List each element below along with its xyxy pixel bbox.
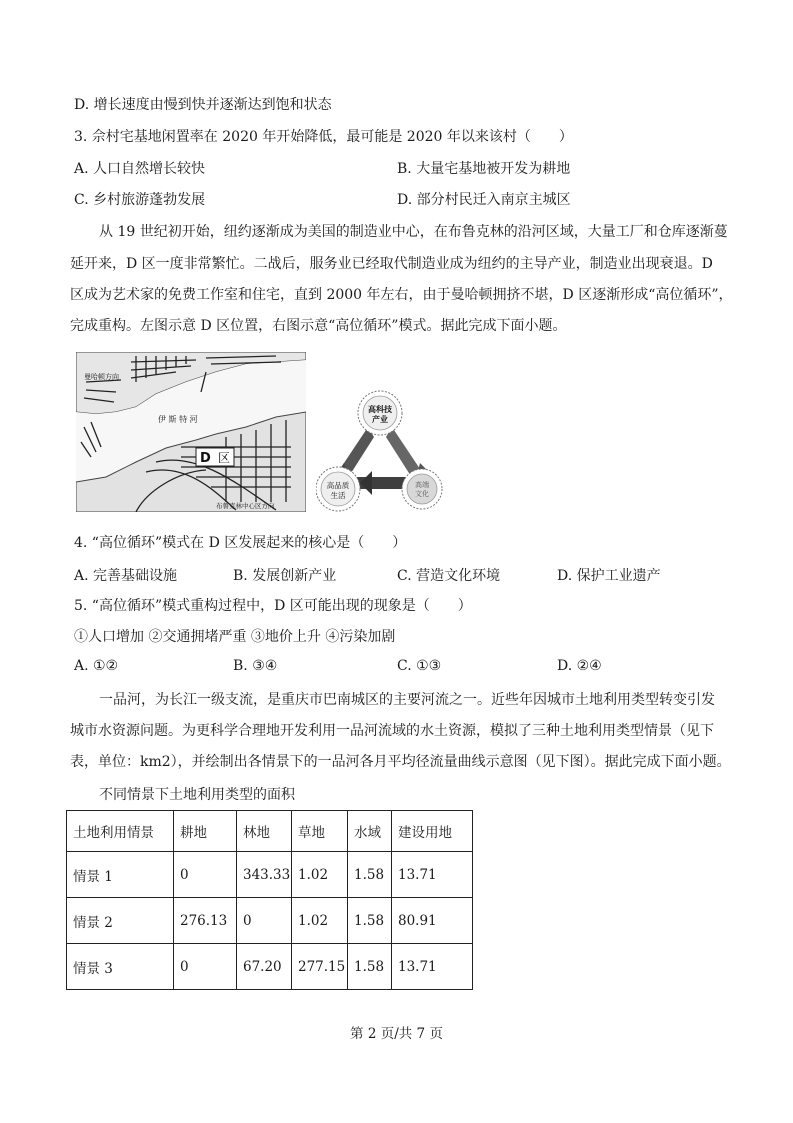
table-cell: 67.20 [237,944,292,990]
d-district-location-map [76,352,306,512]
q5-option-c: C. ①③ [397,658,442,674]
q5-items: ①人口增加 ②交通拥堵严重 ③地价上升 ④污染加剧 [74,629,396,645]
table-header-cell: 土地利用情景 [67,811,174,852]
passage1-line-4: 完成重构。左图示意 D 区位置，右图示意“高位循环”模式。据此完成下面小题。 [70,318,567,334]
q5-option-a: A. ①② [74,658,119,674]
table-cell: 276.13 [174,898,237,944]
table-row [67,898,473,944]
table-cell: 1.58 [348,944,392,990]
table-cell: 13.71 [392,944,473,990]
map-label-brooklyn: 布鲁克林中心区方向 [216,502,275,510]
q3-option-a: A. 人口自然增长较快 [74,161,206,177]
table-cell: 80.91 [392,898,473,944]
q4-option-a: A. 完善基础设施 [74,568,178,584]
map-label-qu: 区 [218,451,231,465]
table-header-row [67,811,473,852]
table-header-cell: 建设用地 [392,811,473,852]
table-row [67,852,473,898]
table-cell: 13.71 [392,852,473,898]
passage2-line-2: 城市水资源问题。为更科学合理地开发利用一品河流域的水土资源，模拟了三种土地利用类型情景（见下 [70,723,714,739]
table-cell: 1.58 [348,898,392,944]
table-header-cell: 水域 [348,811,392,852]
cycle-top-line1: 高科技 [368,405,392,414]
passage1-line-2: 延开来，D 区一度非常繁忙。二战后，服务业已经取代制造业成为纽约的主导产业，制造业出现衰退。D [70,256,713,272]
table-row [67,944,473,990]
land-use-table [66,810,473,990]
table-header-cell: 草地 [292,811,348,852]
table-cell: 277.15 [292,944,348,990]
q5-stem: 5. “高位循环”模式重构过程中，D 区可能出现的现象是（ ） [74,598,472,614]
table-cell: 1.02 [292,852,348,898]
q3-stem: 3. 佘村宅基地闲置率在 2020 年开始降低，最可能是 2020 年以来该村（ ） [74,129,573,145]
passage2-line-3: 表，单位：km2），并绘制出各情景下的一品河各月平均径流量曲线示意图（见下图）。据此完成下面小题。 [70,754,731,770]
table-header-cell: 耕地 [174,811,237,852]
q5-option-d: D. ②④ [557,658,602,674]
table-cell: 0 [174,944,237,990]
passage1-line-3: 区成为艺术家的免费工作室和住宅，直到 2000 年左右，由于曼哈顿拥挤不堪，D 区逐渐形成“高位循环”， [70,287,733,303]
q3-option-d: D. 部分村民迁入南京主城区 [397,192,571,208]
table-cell: 0 [237,898,292,944]
q3-option-b: B. 大量宅基地被开发为耕地 [397,161,571,177]
q4-option-c: C. 营造文化环境 [397,568,501,584]
table-cell: 343.33 [237,852,292,898]
cycle-right-line1: 高端 [415,481,429,489]
q4-stem: 4. “高位循环”模式在 D 区发展起来的核心是（ ） [74,535,407,551]
cycle-right-line2: 文化 [415,490,429,498]
q4-option-d: D. 保护工业遗产 [557,568,661,584]
table-cell: 情景 3 [67,944,174,990]
map-label-manhattan: 曼哈顿方向 [84,373,119,381]
table-cell: 0 [174,852,237,898]
cycle-left-line2: 生活 [330,491,346,500]
q4-option-b: B. 发展创新产业 [233,568,337,584]
passage1-line-1: 从 19 世纪初开始，纽约逐渐成为美国的制造业中心，在布鲁克林的沿河区域，大量工厂和仓库逐渐蔓 [99,224,728,240]
table-cell: 情景 1 [67,852,174,898]
cycle-top-line2: 产业 [372,415,388,424]
map-label-river: 伊 斯 特 河 [158,415,198,424]
cycle-left-line1: 高品质 [326,481,350,490]
map-label-d: D [200,451,211,466]
page-footer: 第 2 页/共 7 页 [350,1026,443,1042]
table-caption: 不同情景下土地利用类型的面积 [99,787,295,803]
passage2-line-1: 一品河，为长江一级支流，是重庆市巴南城区的主要河流之一。近些年因城市土地利用类型转变引发 [99,692,715,708]
q2-option-d: D. 增长速度由慢到快并逐渐达到饱和状态 [74,97,332,113]
table-cell: 1.58 [348,852,392,898]
table-cell: 情景 2 [67,898,174,944]
q5-option-b: B. ③④ [233,658,278,674]
table-header-cell: 林地 [237,811,292,852]
q3-option-c: C. 乡村旅游蓬勃发展 [74,192,206,208]
table-cell: 1.02 [292,898,348,944]
high-level-cycle-diagram [316,387,444,517]
